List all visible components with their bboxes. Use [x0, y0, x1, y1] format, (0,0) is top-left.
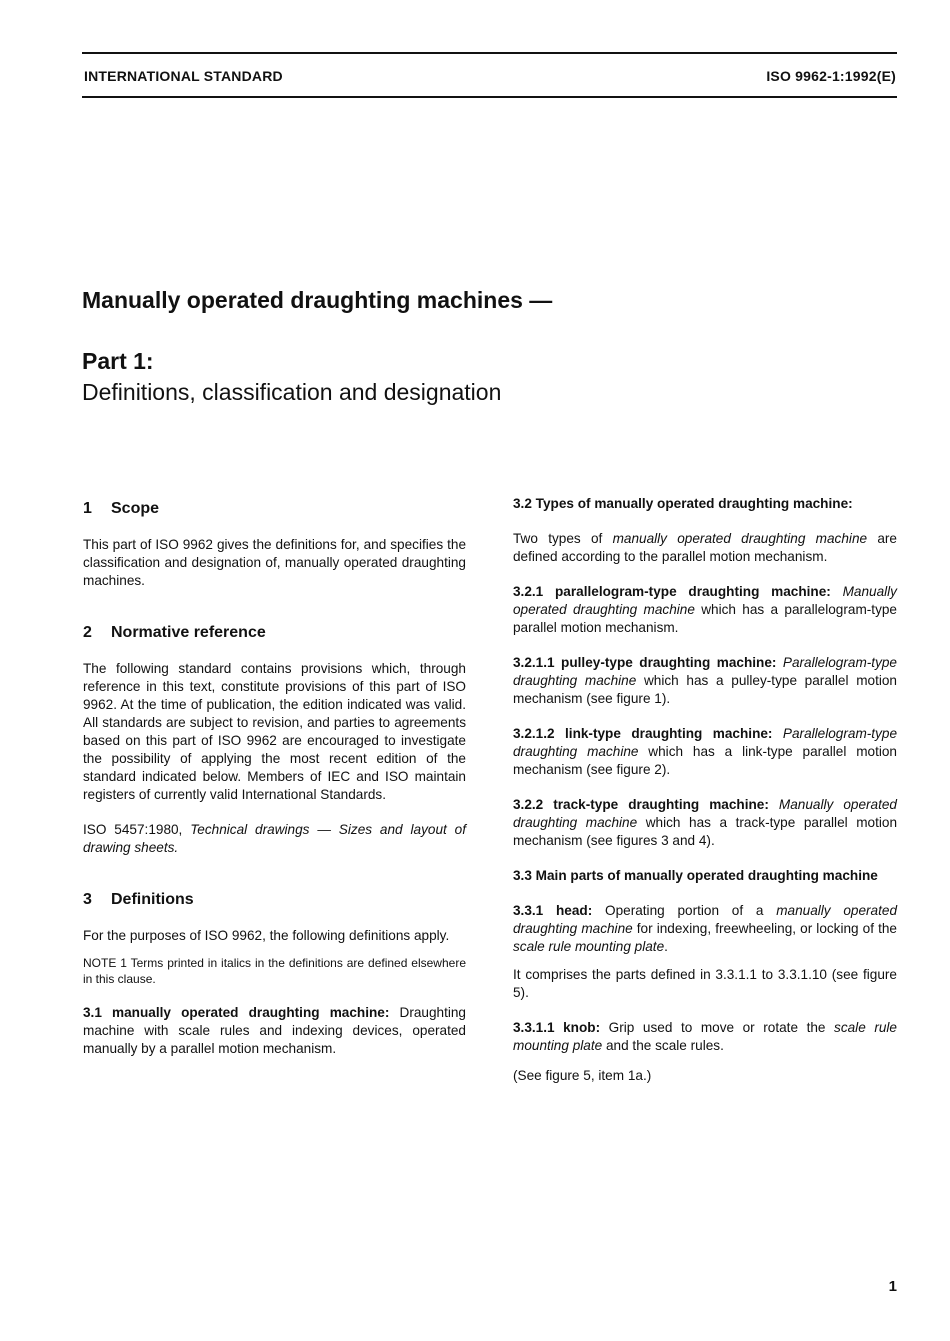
definitions-paragraph: For the purposes of ISO 9962, the following definitions apply.: [83, 928, 450, 943]
heading-scope: 1 Scope: [83, 500, 160, 517]
definition-3-2-1-1: 3.2.1.1 pulley-type draughting machine: Parallelogram-type draughting machine which has a pulley-type parallel motion mechanism (see figure 1).: [513, 655, 897, 706]
definition-3-2-1: 3.2.1 parallelogram-type draughting machine: Manually operated draughting machine which has a parallelogram-type parallel motion mechanism.: [513, 584, 897, 635]
definition-3-3-1-extra: It comprises the parts defined in 3.3.1.1 to 3.3.1.10 (see figure 5).: [513, 967, 897, 1000]
figure-reference: (See figure 5, item 1a.): [513, 1068, 652, 1083]
part-label: Part 1:: [82, 348, 154, 374]
heading-normative-reference: 2 Normative reference: [83, 624, 266, 641]
definition-3-3-1-1: 3.3.1.1 knob: Grip used to move or rotate the scale rule mounting plate and the scale rules.: [513, 1020, 897, 1053]
header-top-rule: [82, 52, 897, 54]
heading-definitions: 3 Definitions: [83, 891, 194, 908]
left-column: [83, 500, 466, 1058]
normative-reference-item: ISO 5457:1980, Technical drawings — Sizes and layout of drawing sheets.: [83, 822, 466, 855]
heading-3-3: 3.3 Main parts of manually operated draughting machine: [513, 868, 878, 883]
document-title: Manually operated draughting machines —: [82, 287, 553, 313]
document-number: ISO 9962-1:1992(E): [766, 68, 896, 84]
definition-3-2-2: 3.2.2 track-type draughting machine: Manually operated draughting machine which has a track-type parallel motion mechanism (see figures 3 and 4).: [513, 797, 898, 848]
part-subtitle: Definitions, classification and designation: [82, 379, 502, 405]
right-column: [513, 495, 897, 1085]
note-1: NOTE 1 Terms printed in italics in the definitions are defined elsewhere in this clause.: [83, 956, 466, 986]
definition-3-3-1: 3.3.1 head: Operating portion of a manually operated draughting machine for indexing, freewheeling, or locking of the scale rule mounting plate.: [513, 903, 898, 954]
definition-3-2-1-2: 3.2.1.2 link-type draughting machine: Parallelogram-type draughting machine which has a link-type parallel motion mechanism (see figure 2).: [513, 726, 898, 777]
scope-paragraph: This part of ISO 9962 gives the definitions for, and specifies the classification and designation of, manually operated draughting machines.: [83, 537, 466, 588]
definition-3-1: 3.1 manually operated draughting machine: Draughting machine with scale rules and indexing devices, operated manually by a parallel motion mechanism.: [83, 1005, 466, 1056]
heading-3-2: 3.2 Types of manually operated draughting machine:: [513, 496, 853, 511]
normative-paragraph: The following standard contains provisions which, through reference in this text, constitute provisions of this part of ISO 9962. At the time of publication, the edition indicated was valid. All standards are subject to revision, and parties to agreements based on this part of ISO 9962 are encouraged to investigate the possibility of applying the most recent edition of the standard indicated below. Members of IEC and ISO maintain registers of currently valid International Standards.: [83, 661, 466, 802]
header-bottom-rule: [82, 96, 897, 98]
page-number: 1: [888, 1278, 897, 1295]
document-type: INTERNATIONAL STANDARD: [84, 68, 283, 84]
definition-3-2: Two types of manually operated draughting machine are defined according to the parallel motion mechanism.: [513, 531, 897, 564]
